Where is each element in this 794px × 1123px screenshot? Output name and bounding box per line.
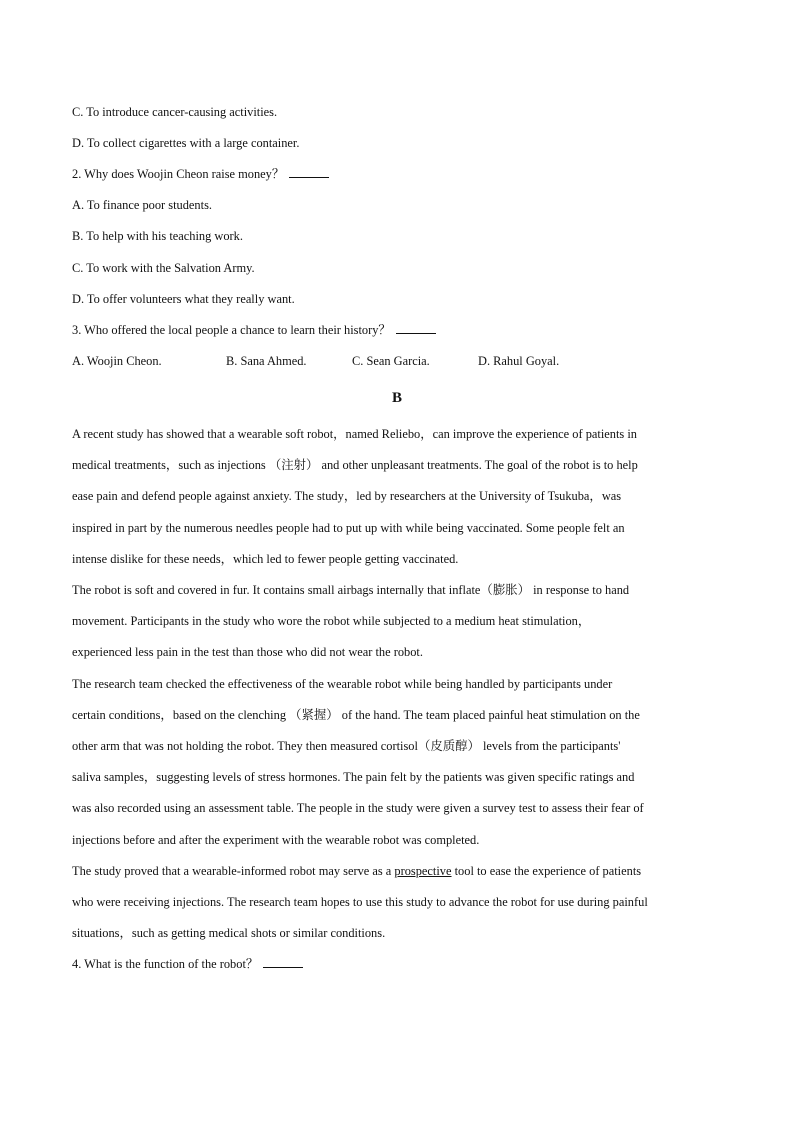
passage-line: injections before and after the experiment with the wearable robot was completed. xyxy=(72,833,480,847)
passage-line: medical treatments，such as injections （注射） and other unpleasant treatments. The goal of the robot is to help xyxy=(72,458,638,472)
passage-line: inspired in part by the numerous needles people had to put up with while being vaccinated. Some people felt an xyxy=(72,521,625,535)
section-title: B xyxy=(391,390,402,406)
answer-blank xyxy=(289,166,329,178)
passage-line: saliva samples，suggesting levels of stress hormones. The pain felt by the patients was given specific ratings and xyxy=(72,770,635,784)
q2-option-c: C. To work with the Salvation Army. xyxy=(72,261,255,275)
q1-option-d: D. To collect cigarettes with a large container. xyxy=(72,136,300,150)
q2-option-a: A. To finance poor students. xyxy=(72,198,212,212)
passage-line: who were receiving injections. The research team hopes to use this study to advance the robot for use during painful xyxy=(72,895,648,909)
q3-stem xyxy=(72,322,436,338)
passage-line: ease pain and defend people against anxiety. The study，led by researchers at the University of Tsukuba，was xyxy=(72,489,622,503)
passage-line: movement. Participants in the study who wore the robot while subjected to a medium heat stimulation， xyxy=(72,614,591,628)
passage-line: certain conditions，based on the clenching （紧握） of the hand. The team placed painful heat stimulation on the xyxy=(72,708,640,722)
answer-blank xyxy=(263,956,303,968)
q3-option-d: D. Rahul Goyal. xyxy=(478,354,560,368)
q2-option-d: D. To offer volunteers what they really want. xyxy=(72,292,295,306)
q3-stem-text: 3. Who offered the local people a chance to learn their history？ xyxy=(72,323,391,337)
q1-option-c: C. To introduce cancer-causing activities. xyxy=(72,105,278,119)
passage-line: intense dislike for these needs，which led to fewer people getting vaccinated. xyxy=(72,552,459,566)
q4-stem-text: 4. What is the function of the robot？ xyxy=(72,957,259,971)
passage-text: tool to ease the experience of patients xyxy=(451,864,642,878)
passage-line: situations，such as getting medical shots or similar conditions. xyxy=(72,926,386,940)
q3-option-a: A. Woojin Cheon. xyxy=(72,354,162,368)
passage-line: other arm that was not holding the robot. They then measured cortisol（皮质醇） levels from the participants' xyxy=(72,739,621,753)
passage-line: The research team checked the effectiveness of the wearable robot while being handled by participants under xyxy=(72,677,613,691)
passage-line: was also recorded using an assessment table. The people in the study were given a survey test to assess their fear of xyxy=(72,801,644,815)
passage-line: experienced less pain in the test than those who did not wear the robot. xyxy=(72,645,423,659)
q3-option-c: C. Sean Garcia. xyxy=(352,354,430,368)
passage-line xyxy=(72,863,641,879)
q3-option-b: B. Sana Ahmed. xyxy=(226,354,307,368)
answer-blank xyxy=(396,322,436,334)
underlined-word: prospective xyxy=(394,864,452,878)
passage-text: The study proved that a wearable-informed robot may serve as a xyxy=(72,864,395,878)
q4-stem xyxy=(72,956,303,972)
q2-stem-text: 2. Why does Woojin Cheon raise money？ xyxy=(72,167,285,181)
q2-option-b: B. To help with his teaching work. xyxy=(72,229,243,243)
q2-stem xyxy=(72,166,329,182)
passage-line: The robot is soft and covered in fur. It contains small airbags internally that inflate（膨胀） in response to hand xyxy=(72,583,630,597)
passage-line: A recent study has showed that a wearable soft robot，named Reliebo，can improve the experience of patients in xyxy=(72,427,637,441)
